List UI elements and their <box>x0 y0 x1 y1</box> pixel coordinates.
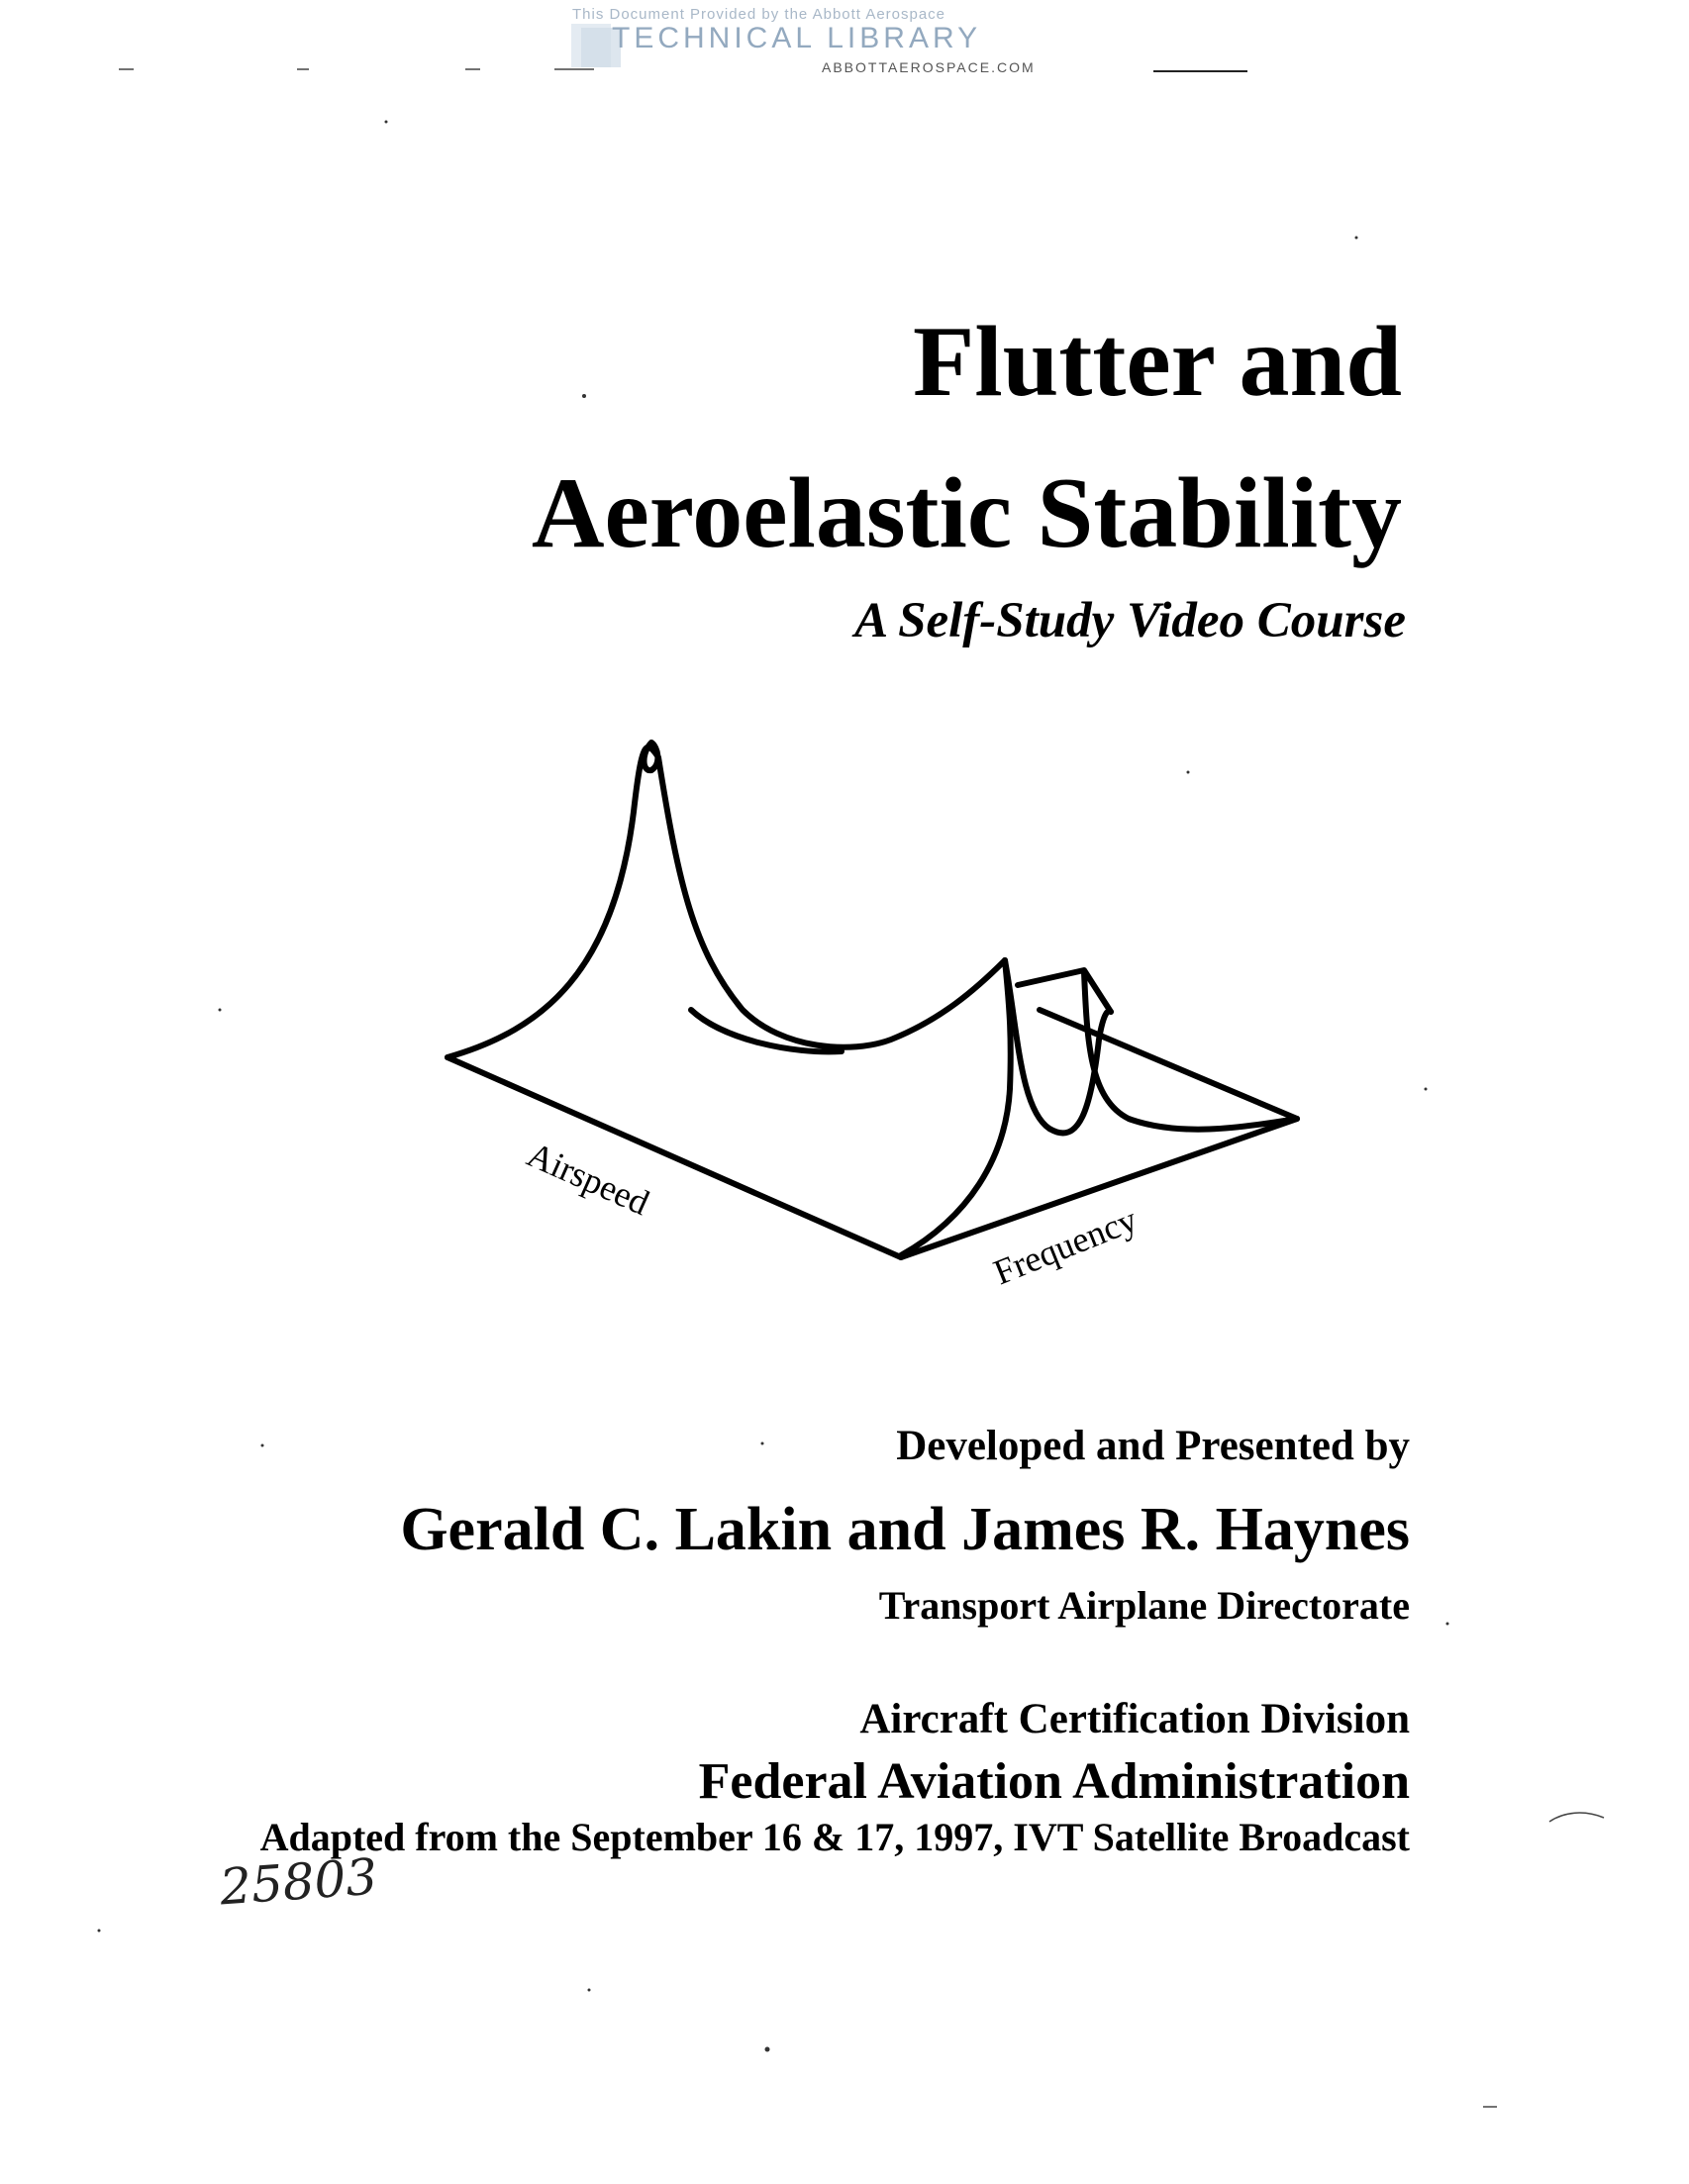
axis-label-airspeed: Airspeed <box>521 1134 655 1224</box>
watermark-provided-by: This Document Provided by the Abbott Aerospace <box>572 6 946 23</box>
watermark-technical-library: TECHNICAL LIBRARY <box>612 22 982 54</box>
authors: Gerald C. Lakin and James R. Haynes <box>400 1496 1410 1563</box>
handwritten-number: 25803 <box>218 1847 379 1917</box>
title-line-2: Aeroelastic Stability <box>531 457 1402 569</box>
subtitle: A Self-Study Video Course <box>854 593 1406 648</box>
developed-by-label: Developed and Presented by <box>896 1423 1410 1469</box>
division: Aircraft Certification Division <box>859 1696 1410 1742</box>
directorate: Transport Airplane Directorate <box>878 1583 1410 1628</box>
axis-label-frequency: Frequency <box>988 1199 1143 1293</box>
adapted-from: Adapted from the September 16 & 17, 1997, IVT Satellite Broadcast <box>259 1815 1410 1859</box>
watermark-url: ABBOTTAEROSPACE.COM <box>822 59 1036 75</box>
title-line-1: Flutter and <box>913 306 1402 418</box>
agency: Federal Aviation Administration <box>698 1753 1410 1810</box>
